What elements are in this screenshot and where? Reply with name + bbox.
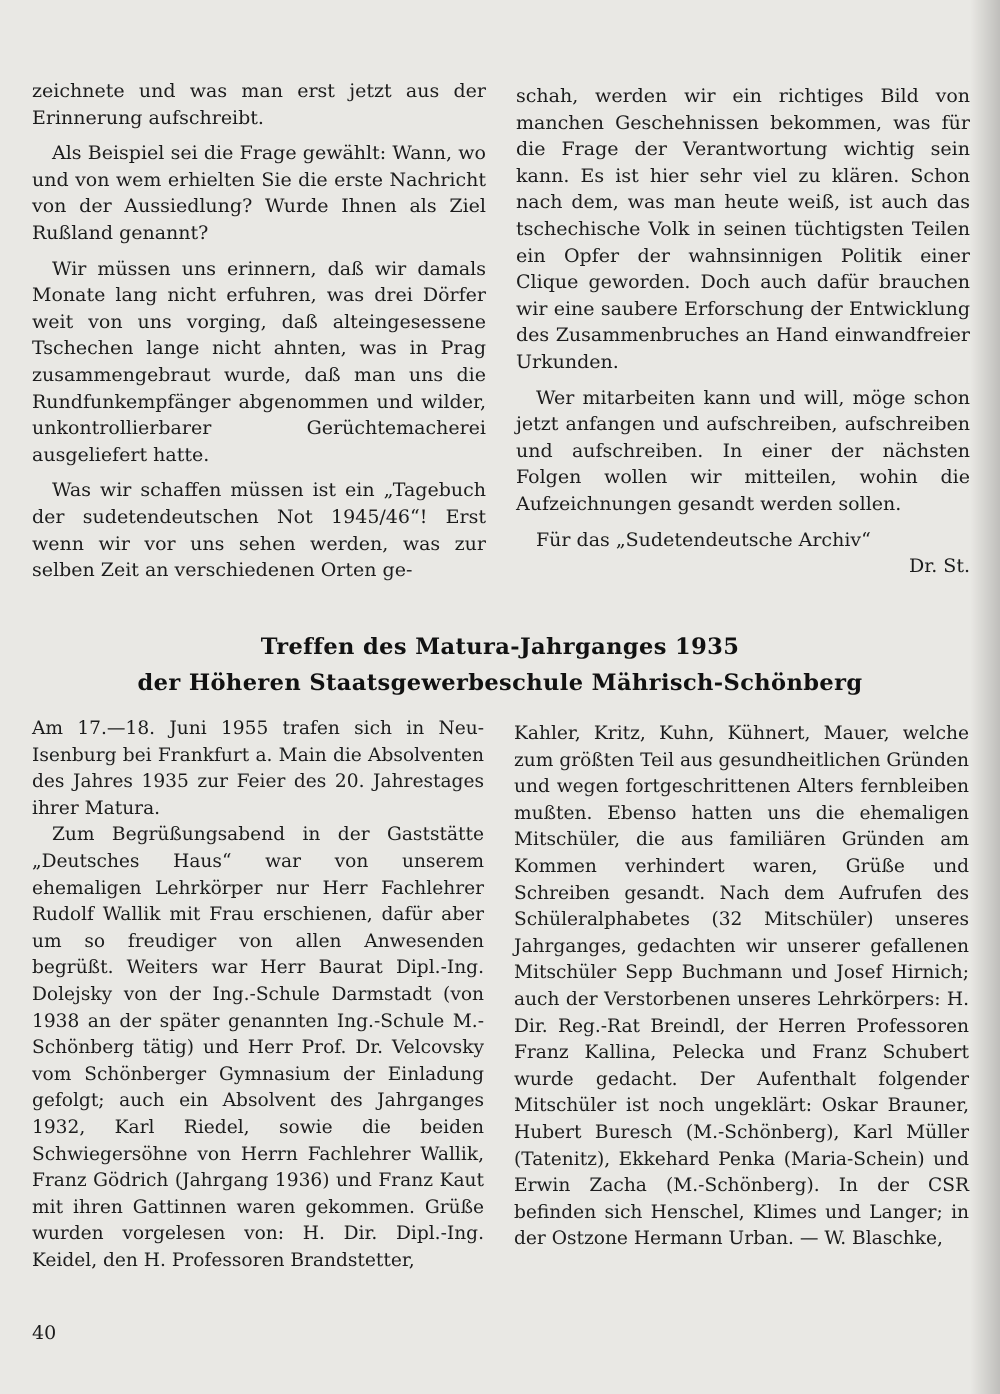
paragraph: Was wir schaffen müssen ist ein „Tagebuch der sudetendeutschen Not 1945/46“! Erst wenn wir vor uns sehen werden, was zur selben Zeit an verschiedenen Orten ge- bbox=[32, 479, 486, 582]
page-number: 40 bbox=[32, 1322, 57, 1344]
paragraph: Kahler, Kritz, Kuhn, Kühnert, Mauer, welche zum größten Teil aus gesundheitlichen Gründen und wegen fortgeschrittenen Alters fernbleiben mußten. Ebenso hatten uns die ehemaligen Mitschüler, die aus familiären Gründen am Kommen verhindert waren, Grüße und Schreiben gesandt. Nach dem Aufrufen des Schüleralphabetes (32 Mitschüler) unseres Jahrganges, gedachten wir unserer gefallenen Mitschüler Sepp Buchmann und Josef Hirnich; auch der Verstorbenen unseres Lehrkörpers: H. Dir. Reg.-Rat Breindl, der Herren Professoren Franz Kallina, Pelecka und Franz Schubert wurde gedacht. Der Aufenthalt folgender Mitschüler ist noch ungeklärt: Oskar Brauner, Hubert Buresch (M.-Schönberg), Karl Müller (Tatenitz), Ekkehard Penka (Maria-Schein) und Erwin Zacha (M.-Schönberg). In der CSR befinden sich Henschel, Klimes und Langer; in der Ostzone Hermann Urban. — W. Blaschke, bbox=[514, 723, 969, 1250]
article2-column-right bbox=[514, 721, 969, 1253]
article1-column-left bbox=[32, 78, 486, 584]
article2-column-left bbox=[32, 716, 484, 1274]
article2-heading-line1: Treffen des Matura-Jahrganges 1935 bbox=[260, 634, 740, 660]
paragraph: schah, werden wir ein richtiges Bild von manchen Geschehnissen bekommen, was für die Frage der Verantwortung wichtig sein kann. Es ist hier sehr viel zu klären. Schon nach dem, was man heute weiß, ist auch das tschechische Volk in seinen tüchtigsten Teilen ein Opfer der wahnsinnigen Politik einer Clique geworden. Doch auch dafür brauchen wir eine saubere Erforschung der Entwicklung des Zusammenbruches an Hand einwandfreier Urkunden. bbox=[516, 85, 970, 373]
paragraph: Zum Begrüßungsabend in der Gaststätte „Deutsches Haus“ war von unserem ehemaligen Lehrkörper nur Herr Fachlehrer Rudolf Wallik mit Frau erschienen, dafür aber um so freudiger von allen Anwesenden begrüßt. Weiters war Herr Baurat Dipl.-Ing. Dolejsky von der Ing.-Schule Darmstadt (von 1938 an der später genannten Ing.-Schule M.-Schönberg tätig) und Herr Prof. Dr. Velcovsky vom Schönberger Gymnasium der Einladung gefolgt; auch ein Absolvent des Jahrganges 1932, Karl Riedel, sowie die beiden Schwiegersöhne von Herrn Fachlehrer Wallik, Franz Gödrich (Jahrgang 1936) und Franz Kaut mit ihren Gattinnen waren gekommen. Grüße wurden vorgelesen von: H. Dir. Dipl.-Ing. Keidel, den H. Professoren Brandstetter, bbox=[32, 824, 484, 1271]
paragraph: zeichnete und was man erst jetzt aus der Erinnerung aufschreibt. bbox=[32, 80, 486, 129]
paragraph: Für das „Sudetendeutsche Archiv“ bbox=[536, 528, 871, 551]
paragraph: Am 17.—18. Juni 1955 trafen sich in Neu-Isenburg bei Frankfurt a. Main die Absolventen des Jahres 1935 zur Feier des 20. Jahrestages ihrer Matura. bbox=[32, 718, 484, 819]
paragraph: Wer mitarbeiten kann und will, möge schon jetzt anfangen und aufschreiben, aufschreiben und aufschreiben. In einer der nächsten Folgen wollen wir mitteilen, wohin die Aufzeichnungen gesandt werden sollen. bbox=[516, 386, 970, 515]
paragraph: Als Beispiel sei die Frage gewählt: Wann, wo und von wem erhielten Sie die erste Nachricht von der Aussiedlung? Wurde Ihnen als Ziel Rußland genannt? bbox=[32, 142, 486, 244]
signature: Dr. St. bbox=[909, 555, 970, 578]
article2-heading-line2: der Höheren Staatsgewerbeschule Mährisch-Schönberg bbox=[137, 670, 863, 696]
paragraph: Wir müssen uns erinnern, daß wir damals Monate lang nicht erfuhren, was drei Dörfer weit von uns vorging, daß alteingesessene Tschechen lange nicht ahnten, was in Prag zusammengebraut wurde, daß man uns die Rundfunkempfänger abgenommen und wilder, unkontrollierbarer Gerüchtemacherei ausgeliefert hatte. bbox=[32, 257, 486, 466]
page-edge-shadow bbox=[970, 0, 1000, 1394]
article1-column-right bbox=[516, 83, 970, 580]
